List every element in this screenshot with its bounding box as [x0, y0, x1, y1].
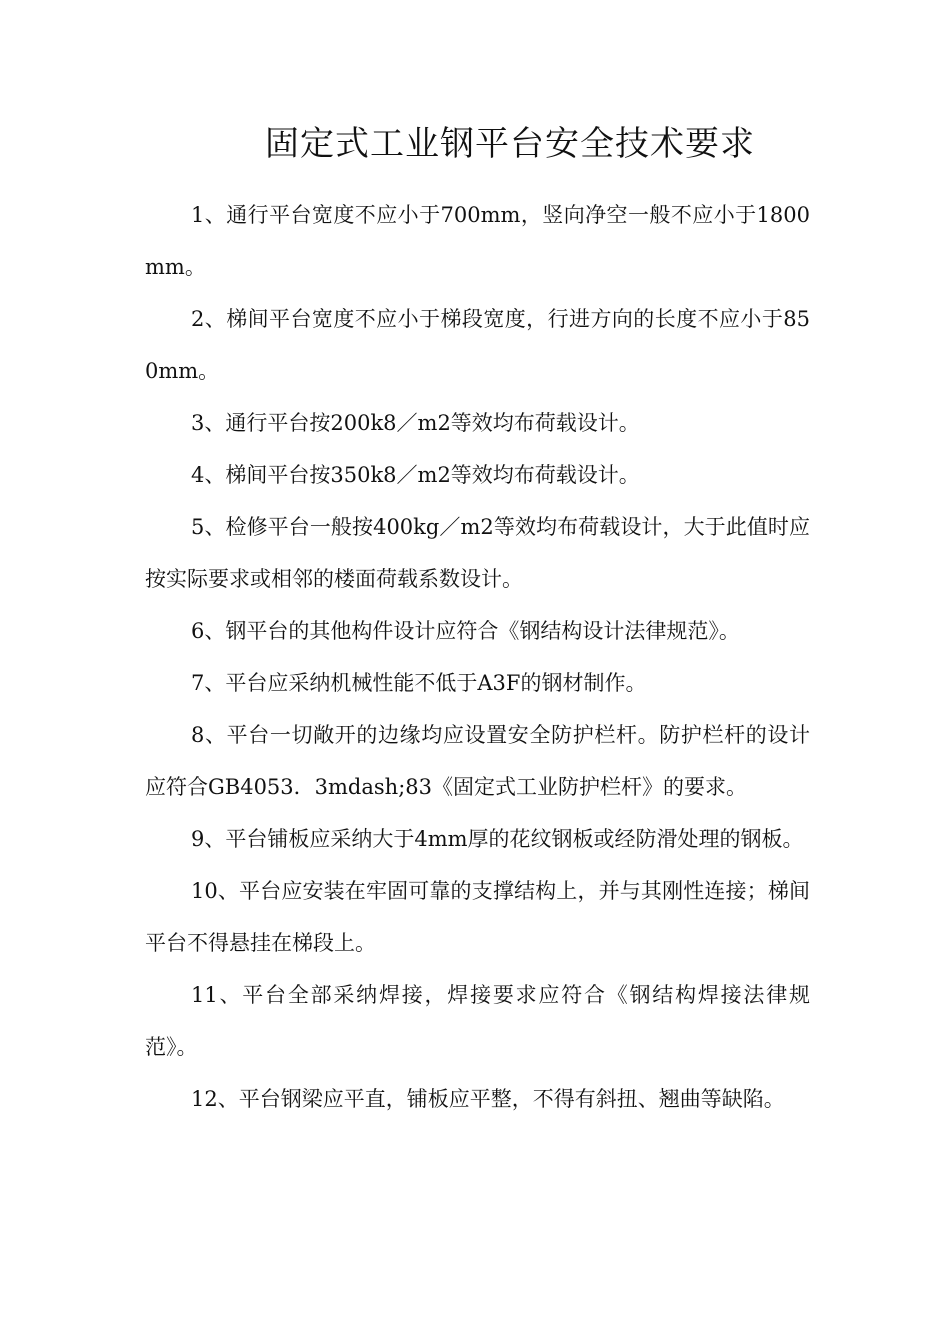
paragraph-5: 5、检修平台一般按400kg／m2等效均布荷载设计，大于此值时应按实际要求或相邻的楼面荷载系数设计。 [145, 515, 810, 591]
document-title: 固定式工业钢平台安全技术要求 [265, 124, 755, 164]
paragraph-11: 11、平台全部采纳焊接，焊接要求应符合《钢结构焊接法律规范》。 [145, 983, 810, 1059]
paragraph-10: 10、平台应安装在牢固可靠的支撑结构上，并与其刚性连接；梯间平台不得悬挂在梯段上。 [145, 879, 810, 955]
paragraph-7: 7、平台应采纳机械性能不低于A3F的钢材制作。 [191, 671, 647, 695]
paragraph-4: 4、梯间平台按350k8／m2等效均布荷载设计。 [191, 463, 640, 487]
paragraph-8: 8、平台一切敞开的边缘均应设置安全防护栏杆。防护栏杆的设计应符合GB4053．3mdash;83《固定式工业防护栏杆》的要求。 [145, 723, 810, 799]
paragraph-12: 12、平台钢梁应平直，铺板应平整，不得有斜扭、翘曲等缺陷。 [191, 1087, 785, 1111]
document-body [145, 189, 810, 1125]
paragraph-3: 3、通行平台按200k8／m2等效均布荷载设计。 [191, 411, 640, 435]
paragraph-1: 1、通行平台宽度不应小于700mm，竖向净空一般不应小于1800mm。 [145, 203, 810, 279]
paragraph-2: 2、梯间平台宽度不应小于梯段宽度，行进方向的长度不应小于850mm。 [145, 307, 810, 383]
paragraph-9: 9、平台铺板应采纳大于4mm厚的花纹钢板或经防滑处理的钢板。 [191, 827, 804, 851]
paragraph-6: 6、钢平台的其他构件设计应符合《钢结构设计法律规范》。 [191, 619, 740, 643]
